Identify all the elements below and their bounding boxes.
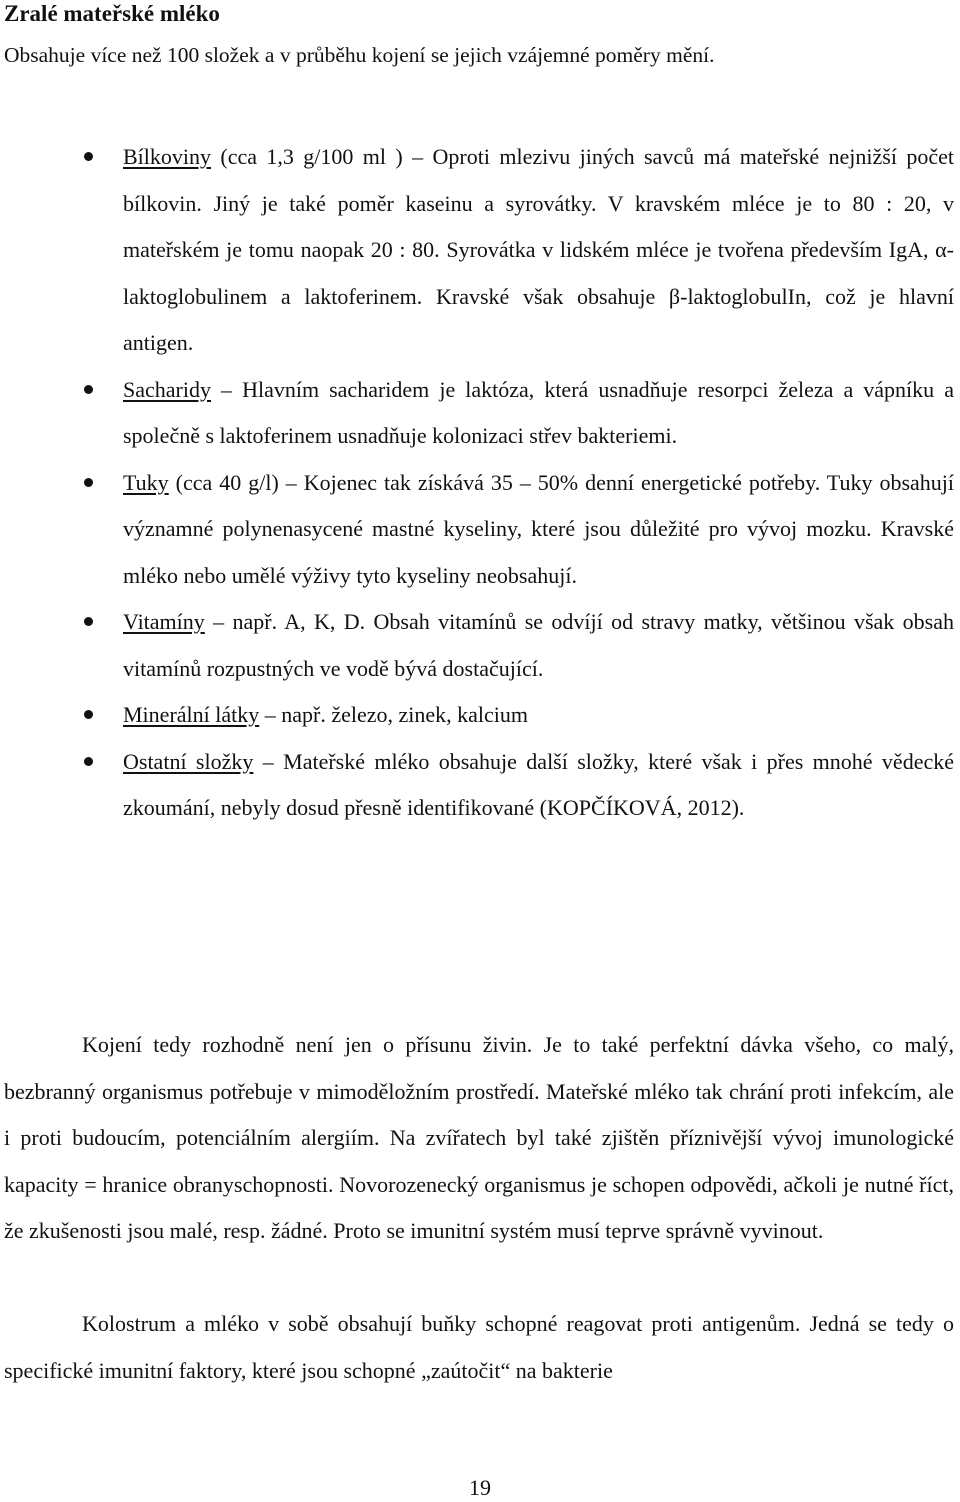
bullet-icon [84, 617, 93, 626]
list-item-term: Ostatní složky [123, 748, 254, 774]
bullet-icon [84, 757, 93, 766]
body-paragraph: Kolostrum a mléko v sobě obsahují buňky schopné reagovat proti antigenům. Jedná se tedy o specifické imunitní faktory, které jsou schopné „zaútočit“ na bakterie [4, 1311, 954, 1383]
list-item-text: – Hlavním sacharidem je laktóza, která usnadňuje resorpci železa a vápníku a společně s laktoferinem usnadňuje kolonizaci střev bakteriemi. [123, 376, 954, 448]
list-item-other [0, 739, 960, 832]
body-paragraph: Kojení tedy rozhodně není jen o přísunu živin. Je to také perfektní dávka všeho, co malý, bezbranný organismus potřebuje v mimoděložním prostředí. Mateřské mléko tak chrání proti infekcím, ale i proti budoucím, potenciálním alergiím. Na zvířatech byl také zjištěn příznivější vývoj imunologické kapacity = hranice obranyschopnosti. Novorozenecký organismus je schopen odpovědi, ačkoli je nutné říct, že zkušenosti jsou malé, resp. žádné. Proto se imunitní systém musí teprve správně vyvinout. [4, 1032, 954, 1243]
list-item-text: – Mateřské mléko obsahuje další složky, které však i přes mnohé vědecké zkoumání, nebyly dosud přesně identifikované (KOPČÍKOVÁ, 2012). [123, 748, 954, 820]
list-item-saccharides [0, 367, 960, 460]
list-item-proteins [0, 134, 960, 367]
list-item-fats [0, 460, 960, 600]
list-item-text: (cca 40 g/l) – Kojenec tak získává 35 – 50% denní energetické potřeby. Tuky obsahují významné polynenasycené mastné kyseliny, které jsou důležité pro vývoj mozku. Kravské mléko nebo umělé výživy tyto kyseliny neobsahují. [123, 469, 954, 588]
list-item-term: Bílkoviny [123, 144, 212, 169]
intro-sentence: Obsahuje více než 100 složek a v průběhu kojení se jejich vzájemné poměry mění. [4, 43, 715, 67]
page-number: 19 [469, 1475, 491, 1500]
list-item-term: Tuky [123, 469, 169, 495]
list-item-text: (cca 1,3 g/100 ml ) – Oproti mlezivu jiných savců má mateřské nejnižší počet bílkovin. Jiný je také poměr kaseinu a syrovátky. V kravském mléce je to 80 : 20, v mateřském je tomu naopak 20 : 80. Syrovátka v lidském mléce je tvořena především IgA, α-laktoglobulinem a laktoferinem. Kravské však obsahuje β-laktoglobulIn, což je hlavní antigen. [123, 144, 954, 355]
section-heading: Zralé mateřské mléko [4, 1, 220, 26]
list-item-minerals [0, 692, 960, 739]
list-item-text: – např. železo, zinek, kalcium [259, 702, 529, 727]
bullet-icon [84, 478, 93, 487]
list-item-term: Vitamíny [123, 609, 205, 634]
list-item-term: Minerální látky [123, 702, 260, 727]
composition-list [0, 134, 960, 832]
list-item-vitamins [0, 599, 960, 692]
bullet-icon [84, 710, 93, 719]
bullet-icon [84, 152, 93, 161]
list-item-text: – např. A, K, D. Obsah vitamínů se odvíjí od stravy matky, většinou však obsah vitamínů rozpustných ve vodě bývá dostačující. [123, 609, 954, 681]
list-item-term: Sacharidy [123, 376, 211, 402]
bullet-icon [84, 385, 93, 394]
